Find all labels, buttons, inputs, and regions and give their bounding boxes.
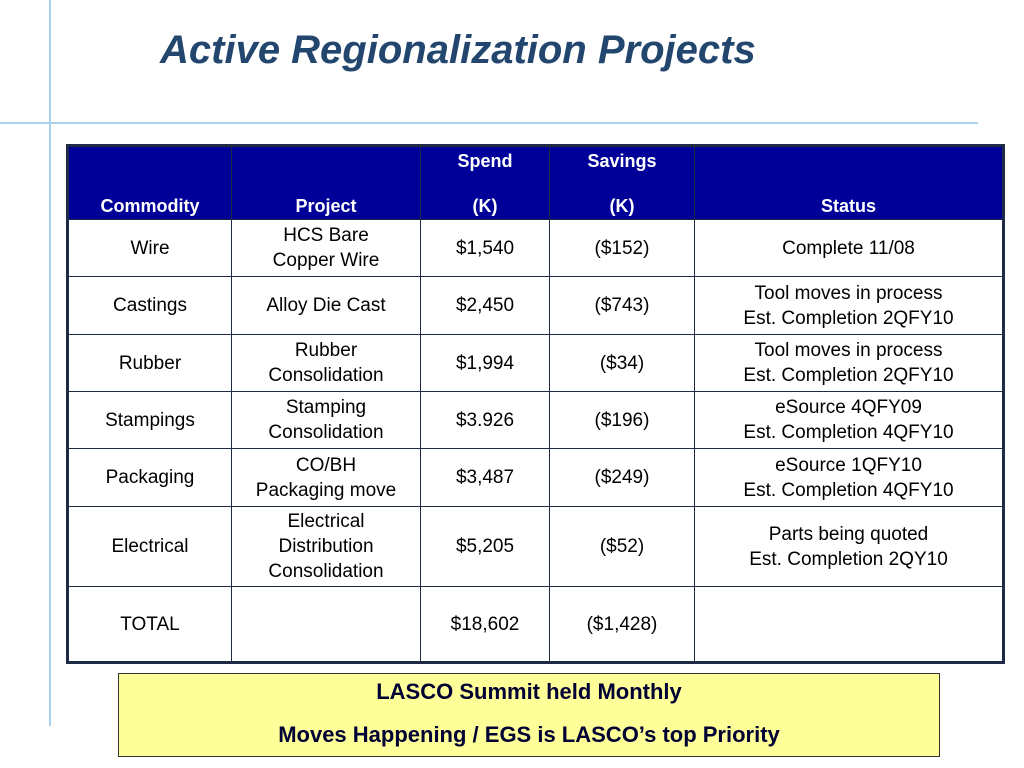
- cell-commodity: Wire: [68, 220, 232, 277]
- table-row: [68, 277, 1004, 335]
- header-savings: [550, 146, 695, 220]
- projects-table: [66, 144, 1005, 664]
- header-commodity-label: Commodity: [100, 196, 200, 216]
- cell-status: eSource 4QFY09 Est. Completion 4QFY10: [695, 392, 1004, 449]
- summary-note-box: [118, 673, 940, 757]
- slide-title: Active Regionalization Projects: [160, 28, 756, 72]
- cell-status: Tool moves in process Est. Completion 2QFY10: [695, 277, 1004, 335]
- cell-commodity: TOTAL: [68, 587, 232, 663]
- cell-project: Rubber Consolidation: [232, 335, 421, 392]
- cell-savings: ($1,428): [550, 587, 695, 663]
- cell-savings: ($34): [550, 335, 695, 392]
- cell-commodity: Packaging: [68, 449, 232, 507]
- cell-status: Tool moves in process Est. Completion 2QFY10: [695, 335, 1004, 392]
- cell-savings: ($743): [550, 277, 695, 335]
- cell-project: CO/BH Packaging move: [232, 449, 421, 507]
- cell-spend: $3.926: [421, 392, 550, 449]
- cell-status: Complete 11/08: [695, 220, 1004, 277]
- header-spend-unit: (K): [472, 196, 498, 216]
- cell-savings: ($249): [550, 449, 695, 507]
- table-row: [68, 449, 1004, 507]
- cell-project: Stamping Consolidation: [232, 392, 421, 449]
- header-status-label: Status: [820, 196, 876, 216]
- cell-spend: $5,205: [421, 507, 550, 587]
- cell-spend: $3,487: [421, 449, 550, 507]
- cell-savings: ($196): [550, 392, 695, 449]
- header-spend: [421, 146, 550, 220]
- cell-spend: $1,540: [421, 220, 550, 277]
- note-line-2: Moves Happening / EGS is LASCO’s top Priority: [278, 722, 780, 747]
- cell-project: Alloy Die Cast: [232, 277, 421, 335]
- cell-spend: $18,602: [421, 587, 550, 663]
- header-savings-unit: (K): [609, 196, 635, 216]
- table-row: [68, 392, 1004, 449]
- header-savings-label: Savings: [587, 151, 657, 171]
- cell-project: [232, 587, 421, 663]
- vertical-accent-line: [49, 0, 51, 726]
- horizontal-accent-line: [0, 122, 978, 124]
- cell-project: Electrical Distribution Consolidation: [232, 507, 421, 587]
- note-line-1: LASCO Summit held Monthly: [376, 679, 682, 704]
- header-status: [695, 146, 1004, 220]
- header-project: [232, 146, 421, 220]
- cell-commodity: Stampings: [68, 392, 232, 449]
- cell-commodity: Castings: [68, 277, 232, 335]
- header-commodity: [68, 146, 232, 220]
- cell-status: Parts being quoted Est. Completion 2QY10: [695, 507, 1004, 587]
- header-spend-label: Spend: [457, 151, 513, 171]
- cell-commodity: Electrical: [68, 507, 232, 587]
- cell-status: [695, 587, 1004, 663]
- header-project-label: Project: [295, 196, 357, 216]
- cell-savings: ($152): [550, 220, 695, 277]
- table-row-total: [68, 587, 1004, 663]
- cell-spend: $2,450: [421, 277, 550, 335]
- cell-commodity: Rubber: [68, 335, 232, 392]
- cell-savings: ($52): [550, 507, 695, 587]
- table-row: [68, 335, 1004, 392]
- table-header-row: [68, 146, 1004, 220]
- table-row: [68, 220, 1004, 277]
- cell-status: eSource 1QFY10 Est. Completion 4QFY10: [695, 449, 1004, 507]
- table-row: [68, 507, 1004, 587]
- cell-project: HCS Bare Copper Wire: [232, 220, 421, 277]
- cell-spend: $1,994: [421, 335, 550, 392]
